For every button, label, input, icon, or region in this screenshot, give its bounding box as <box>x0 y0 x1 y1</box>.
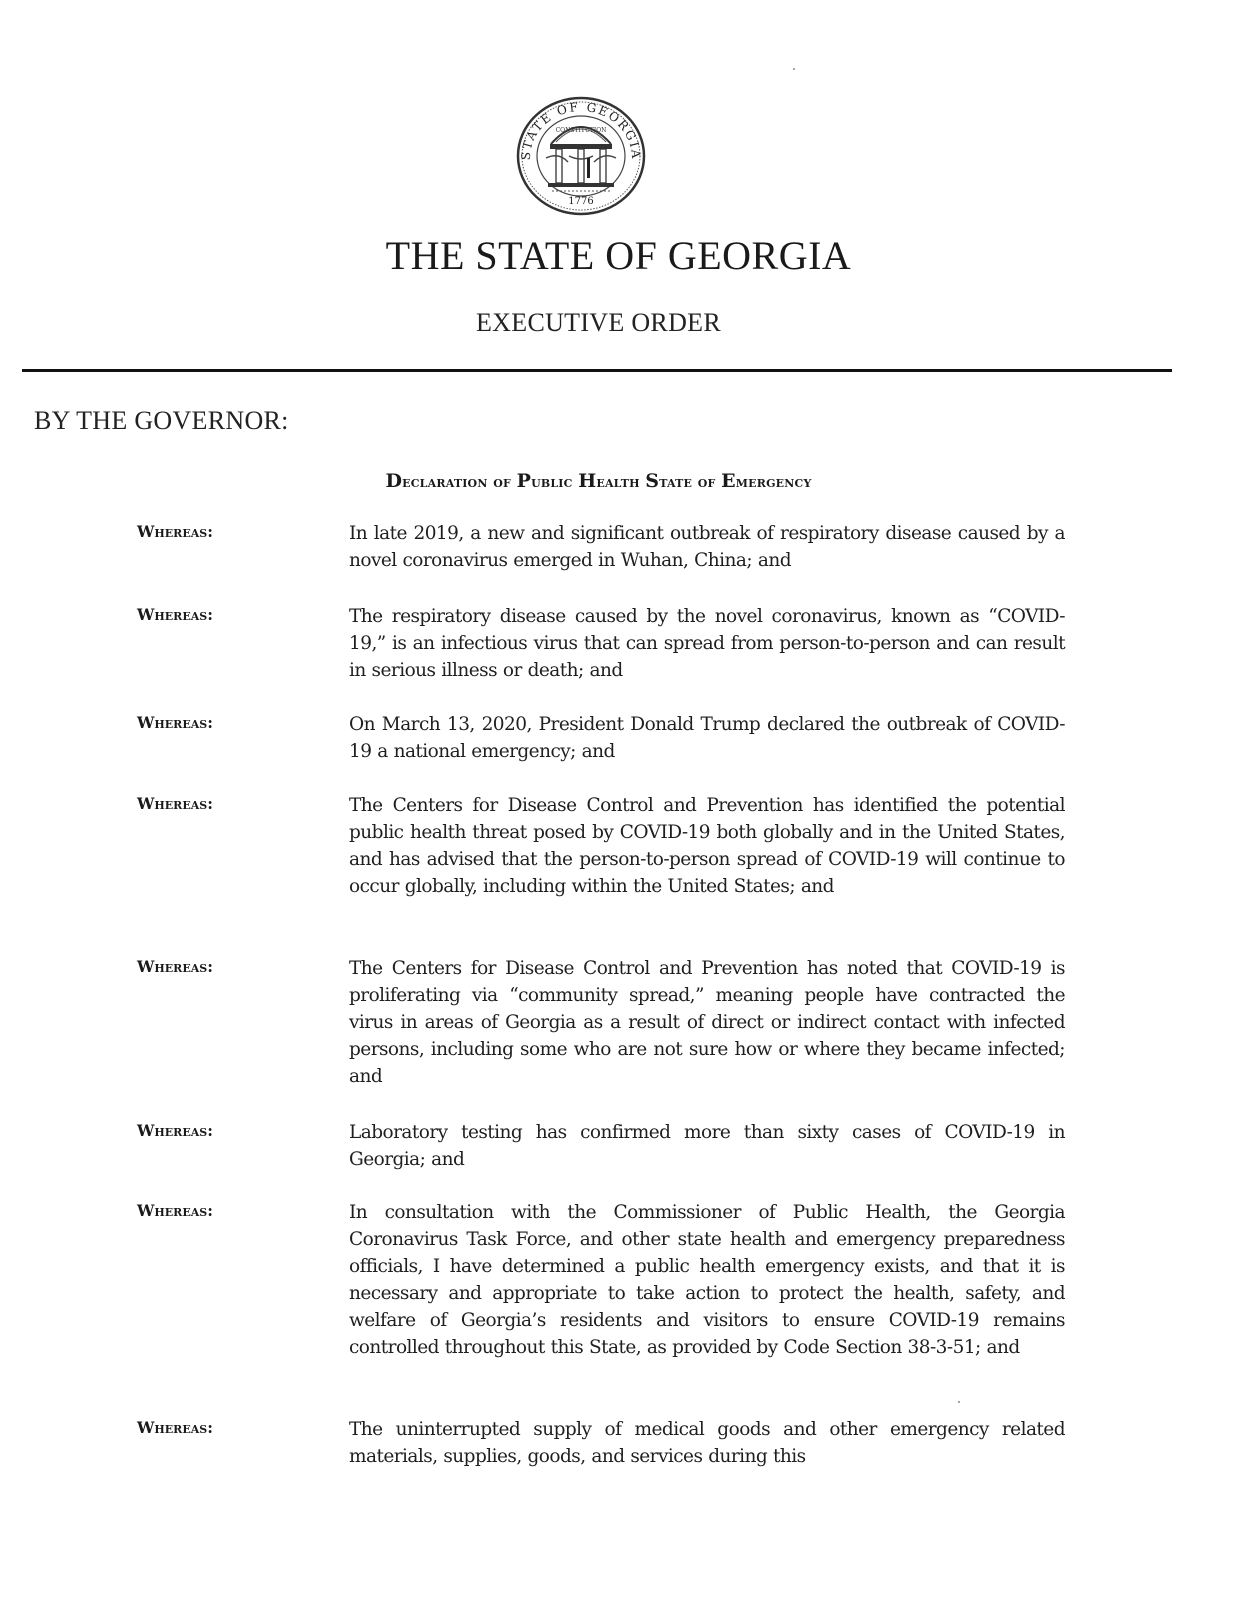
state-of-georgia-seal-icon <box>516 96 646 216</box>
clause-label: Whereas: <box>137 713 213 732</box>
header-divider <box>22 369 1172 372</box>
svg-text:STATE OF GEORGIA: STATE OF GEORGIA <box>518 99 644 161</box>
clause-label: Whereas: <box>137 522 213 541</box>
document-type: EXECUTIVE ORDER <box>476 308 721 337</box>
clause-text: The respiratory disease caused by the novel coronavirus, known as “COVID-19,” is an infectious virus that can spread from person-to-person and can result in serious illness or death; and <box>349 606 1065 681</box>
clause-text: The Centers for Disease Control and Prevention has noted that COVID-19 is proliferating via “community spread,” meaning people have contracted the virus in areas of Georgia as a result of direct or indirect contact with infected persons, including some who are not sure how or where they became infected; and <box>349 958 1065 1087</box>
svg-text:CONSTITUTION: CONSTITUTION <box>555 127 607 134</box>
order-heading: Declaration of Public Health State of Emergency <box>385 470 812 492</box>
clause-text: In consultation with the Commissioner of Public Health, the Georgia Coronavirus Task Force, and other state health and emergency preparedness officials, I have determined a public health emergency exists, and that it is necessary and appropriate to take action to protect the health, safety, and welfare of Georgia’s residents and visitors to ensure COVID-19 remains controlled throughout this State, as provided by Code Section 38-3-51; and <box>349 1202 1065 1358</box>
svg-text:1776: 1776 <box>568 196 594 207</box>
scan-speck <box>793 68 795 70</box>
state-title: THE STATE OF GEORGIA <box>385 233 852 278</box>
clause-text: The Centers for Disease Control and Prevention has identified the potential public health threat posed by COVID-19 both globally and in the United States, and has advised that the person-to-person spread of COVID-19 will continue to occur globally, including within the United States; and <box>349 795 1065 897</box>
clause-label: Whereas: <box>137 605 213 624</box>
clause-text: On March 13, 2020, President Donald Trump declared the outbreak of COVID-19 a national emergency; and <box>349 714 1065 762</box>
clause-label: Whereas: <box>137 1121 213 1140</box>
clause-text: The uninterrupted supply of medical goods and other emergency related materials, supplies, goods, and services during this <box>349 1419 1065 1467</box>
clause-label: Whereas: <box>137 794 213 813</box>
clause-text: In late 2019, a new and significant outbreak of respiratory disease caused by a novel coronavirus emerged in Wuhan, China; and <box>349 523 1065 571</box>
by-governor-line: BY THE GOVERNOR: <box>34 406 289 435</box>
clause-text: Laboratory testing has confirmed more than sixty cases of COVID-19 in Georgia; and <box>349 1122 1065 1170</box>
clause-label: Whereas: <box>137 1418 213 1437</box>
clause-label: Whereas: <box>137 1201 213 1220</box>
clause-label: Whereas: <box>137 957 213 976</box>
scan-speck <box>958 1401 960 1403</box>
